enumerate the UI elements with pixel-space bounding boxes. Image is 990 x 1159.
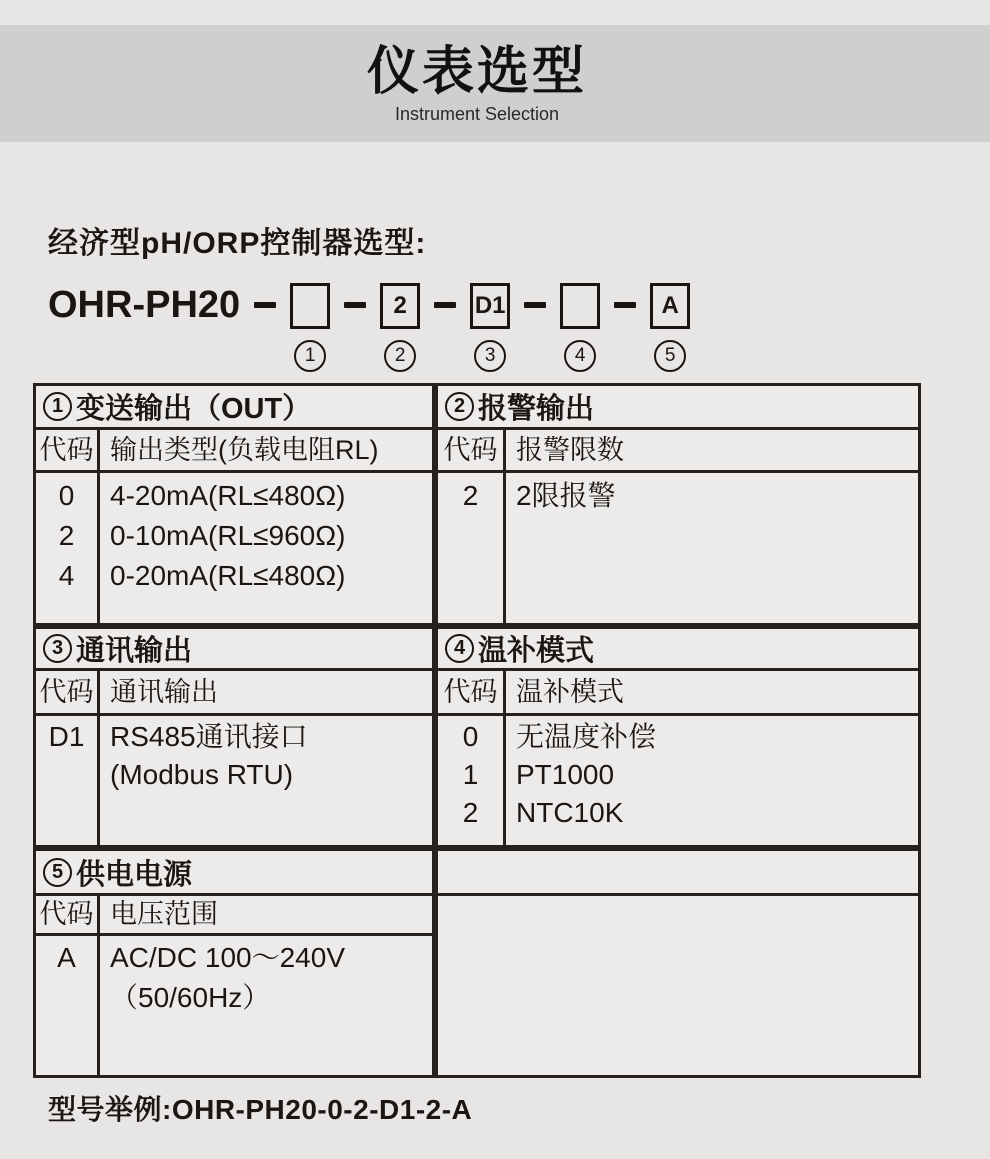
section-4-title-text: 温补模式 (478, 635, 595, 667)
col-header-output-type: 输出类型(负载电阻RL) (110, 435, 379, 465)
code-cell (438, 473, 506, 623)
code-cell (36, 473, 100, 623)
model-example-value: OHR-PH20-0-2-D1-2-A (171, 1094, 473, 1125)
table-row-sections-1-2 (33, 383, 921, 626)
value-cell (100, 716, 432, 845)
section-4-subheader (438, 671, 918, 716)
col-header-temp-mode: 温补模式 (516, 677, 624, 707)
code-value: 0 (58, 480, 75, 511)
model-slot-1 (290, 283, 330, 372)
col-header-alarm-limits: 报警限数 (516, 435, 624, 465)
section-4-title (438, 629, 918, 671)
code-value: 0 (462, 721, 479, 752)
section-2-title (438, 386, 918, 430)
option-value: （50/60Hz） (110, 982, 271, 1013)
col-header-code: 代码 (438, 671, 506, 713)
model-slot-2-box: 2 (380, 283, 420, 329)
model-slot-4-box (560, 283, 600, 329)
col-header-code: 代码 (438, 430, 506, 470)
table-row-sections-3-4 (33, 626, 921, 848)
model-slot-3 (470, 283, 510, 372)
col-header-code: 代码 (36, 671, 100, 713)
model-slot-5-box: A (650, 283, 690, 329)
value-cell (506, 473, 918, 623)
code-value: A (57, 942, 76, 973)
circled-number-3: 3 (474, 340, 506, 372)
model-slot-5 (650, 283, 690, 372)
section-5-title-text: 供电电源 (76, 858, 193, 891)
circled-number-2: 2 (384, 340, 416, 372)
page-title: 仪表选型 (366, 43, 587, 101)
col-header-code: 代码 (36, 430, 100, 470)
code-value: 2 (462, 797, 479, 828)
code-value: D1 (48, 721, 85, 752)
section-1-title-text: 变送输出（OUT） (76, 393, 312, 425)
section-2-alarm-output (435, 383, 921, 626)
section-2-title-text: 报警输出 (478, 393, 595, 425)
code-value: 1 (462, 759, 479, 790)
model-example-line (48, 1088, 472, 1128)
section-5-power-supply (33, 848, 435, 1078)
section-5-title (36, 851, 432, 896)
model-prefix: OHR-PH20 (48, 284, 241, 326)
circled-number-1: 1 (294, 340, 326, 372)
section-3-title (36, 629, 432, 671)
circled-number-5: 5 (654, 340, 686, 372)
model-code-line (48, 283, 690, 372)
section-5-body (36, 936, 432, 1075)
empty-body-cell (438, 896, 918, 1075)
section-5-subheader (36, 896, 432, 936)
model-slot-4 (560, 283, 600, 372)
section-1-transmit-output (33, 383, 435, 626)
code-value: 4 (58, 560, 75, 591)
col-header-comm-output: 通讯输出 (110, 677, 218, 707)
circled-number-4: 4 (564, 340, 596, 372)
option-value: AC/DC 100～240V (110, 942, 346, 973)
option-value: 4-20mA(RL≤480Ω) (110, 480, 346, 511)
section-3-title-text: 通讯输出 (76, 635, 193, 667)
section-1-title (36, 386, 432, 430)
option-value: NTC10K (516, 797, 624, 828)
model-slot-2 (380, 283, 420, 372)
dash-separator (434, 302, 456, 308)
col-header-code: 代码 (36, 896, 100, 933)
section-3-body (36, 716, 432, 845)
code-value: 2 (462, 480, 479, 511)
col-header-voltage-range: 电压范围 (110, 899, 218, 929)
model-example-label: 型号举例: (48, 1094, 172, 1125)
dash-separator (254, 302, 276, 308)
model-slot-1-box (290, 283, 330, 329)
option-value: RS485通讯接口 (110, 721, 308, 752)
table-row-section-5 (33, 848, 921, 1078)
section-2-body (438, 473, 918, 623)
empty-caption-cell (438, 851, 918, 896)
dash-separator (344, 302, 366, 308)
section-1-body (36, 473, 432, 623)
section-3-communication-output (33, 626, 435, 848)
section-4-body (438, 716, 918, 845)
option-value: 无温度补偿 (516, 721, 657, 752)
section-3-subheader (36, 671, 432, 716)
code-cell (36, 936, 100, 1075)
circled-number-1-icon: 1 (43, 392, 72, 421)
code-cell (438, 716, 506, 845)
dash-separator (614, 302, 636, 308)
code-cell (36, 716, 100, 845)
option-value: PT1000 (516, 759, 615, 790)
value-cell (100, 936, 432, 1075)
model-slot-3-box: D1 (470, 283, 510, 329)
circled-number-2-icon: 2 (445, 392, 474, 421)
circled-number-4-icon: 4 (445, 634, 474, 663)
option-value: 0-20mA(RL≤480Ω) (110, 560, 346, 591)
option-value: 2限报警 (516, 480, 616, 511)
circled-number-3-icon: 3 (43, 634, 72, 663)
value-cell (100, 473, 432, 623)
code-value: 2 (58, 520, 75, 551)
selection-table (33, 383, 921, 1078)
empty-section-cell (435, 848, 921, 1078)
page-subtitle: Instrument Selection (394, 103, 560, 124)
section-1-subheader (36, 430, 432, 473)
section-4-temp-compensation (435, 626, 921, 848)
value-cell (506, 716, 918, 845)
section-2-subheader (438, 430, 918, 473)
dash-separator (524, 302, 546, 308)
option-value: (Modbus RTU) (110, 759, 294, 790)
option-value: 0-10mA(RL≤960Ω) (110, 520, 346, 551)
circled-number-5-icon: 5 (43, 858, 72, 887)
title-band (0, 25, 990, 142)
selector-heading: 经济型pH/ORP控制器选型: (48, 227, 427, 260)
